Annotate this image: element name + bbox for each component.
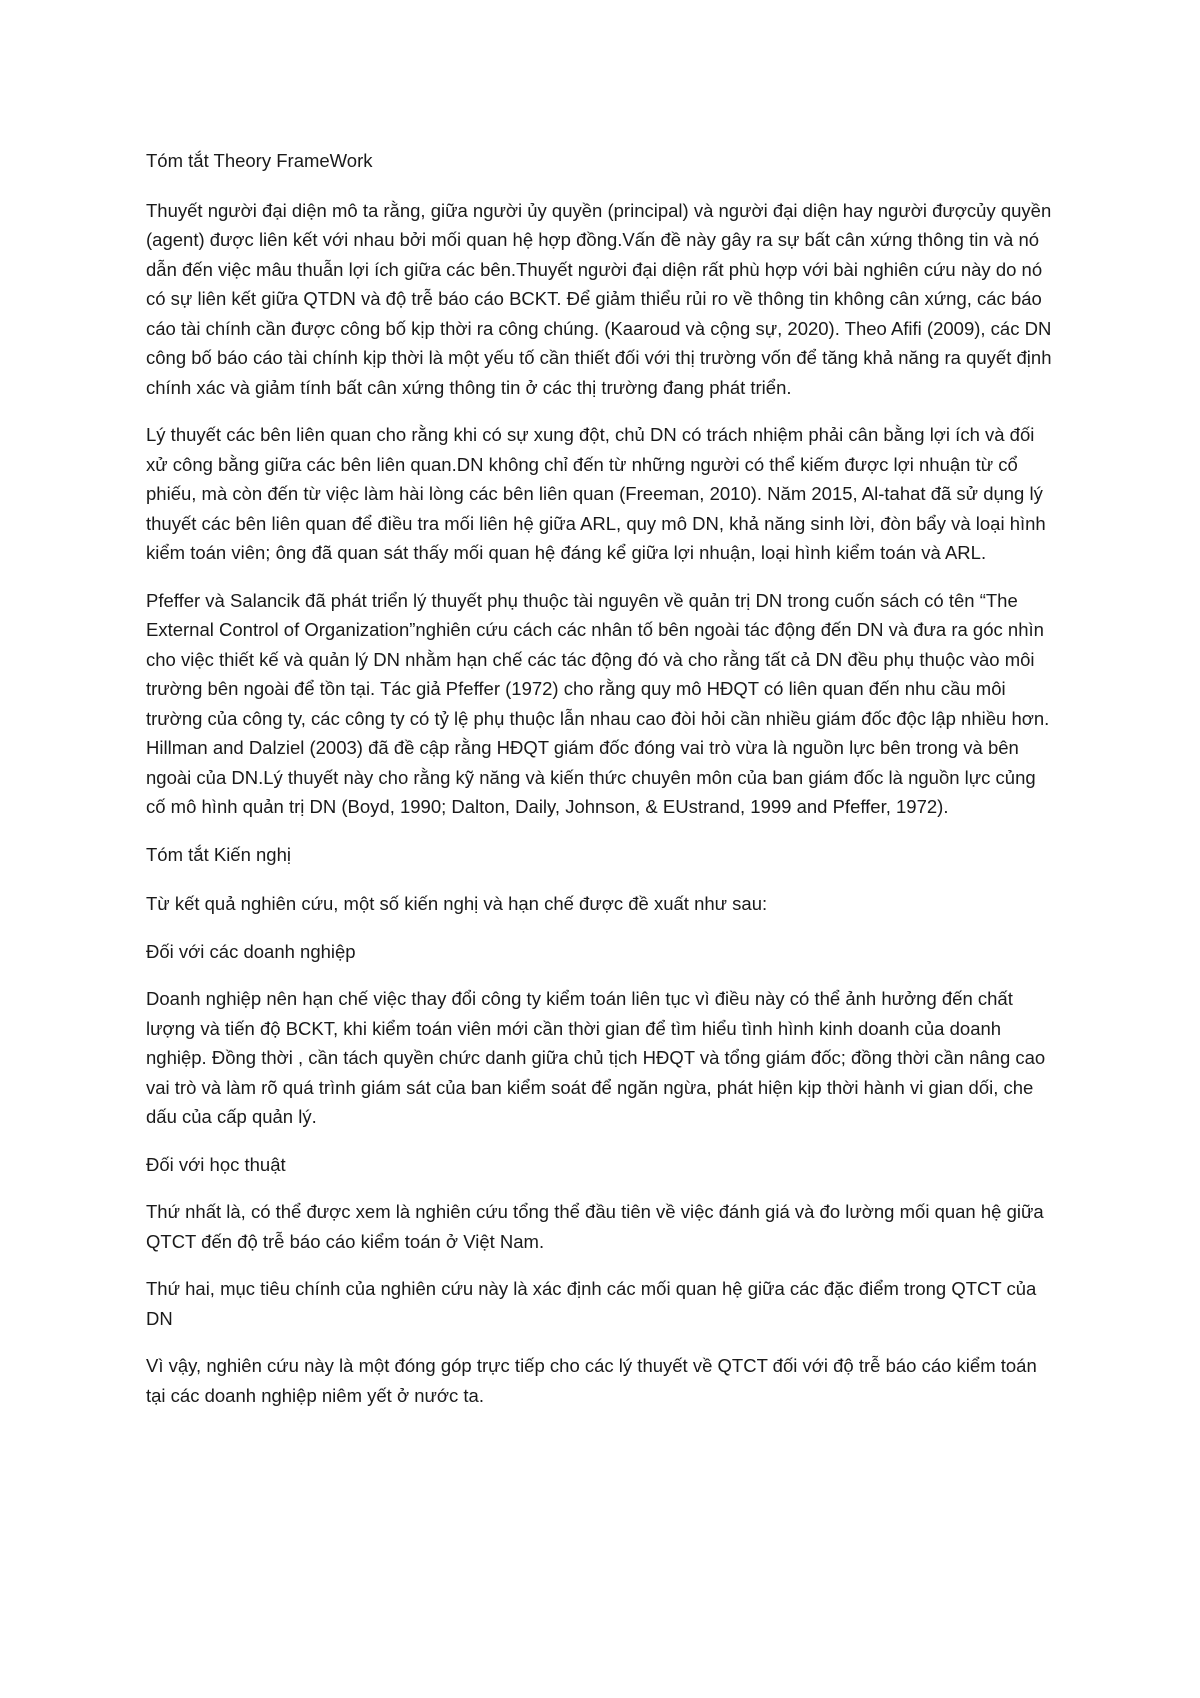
academic-paragraph-2: Thứ hai, mục tiêu chính của nghiên cứu này là xác định các mối quan hệ giữa các đặc điểm trong QTCT của DN (146, 1278, 1037, 1329)
recommendations-title: Tóm tắt Kiến nghị (146, 843, 291, 865)
business-heading: Đối với các doanh nghiệp (146, 940, 356, 962)
resource-dependence-paragraph: Pfeffer và Salancik đã phát triển lý thuyết phụ thuộc tài nguyên về quản trị DN trong cuốn sách có tên “The External Control of Organization”nghiên cứu cách các nhân tố bên ngoài tác động đến DN và đưa ra góc nhìn cho việc thiết kế và quản lý DN nhằm hạn chế các tác động đó và cho rằng tất cả DN đều phụ thuộc vào môi trường bên ngoài để tồn tại. Tác giả Pfeffer (1972) cho rằng quy mô HĐQT có liên quan đến nhu cầu môi trường của công ty, các công ty có tỷ lệ phụ thuộc lẫn nhau cao đòi hỏi cần nhiều giám đốc độc lập nhiều hơn. Hillman and Dalziel (2003) đã đề cập rằng HĐQT giám đốc đóng vai trò vừa là nguồn lực bên trong và bên ngoài của DN.Lý thuyết này cho rằng kỹ năng và kiến thức chuyên môn của ban giám đốc là nguồn lực củng cố mô hình quản trị DN (Boyd, 1990; Dalton, Daily, Johnson, & EUstrand, 1999 and Pfeffer, 1972). (146, 589, 1050, 817)
agency-theory-paragraph: Thuyết người đại diện mô ta rằng, giữa người ủy quyền (principal) và người đại diện hay người đượcủy quyền (agent) được liên kết với nhau bởi mối quan hệ hợp đồng.Vấn đề này gây ra sự bất cân xứng thông tin và nó dẫn đến việc mâu thuẫn lợi ích giữa các bên.Thuyết người đại diện rất phù hợp với bài nghiên cứu này do nó có sự liên kết giữa QTDN và độ trễ báo cáo BCKT. Để giảm thiểu rủi ro về thông tin không cân xứng, các báo cáo tài chính cần được công bố kịp thời ra công chúng. (Kaaroud và cộng sự, 2020). Theo Afifi (2009), các DN công bố báo cáo tài chính kịp thời là một yếu tố cần thiết đối với thị trường vốn để tăng khả năng ra quyết định chính xác và giảm tính bất cân xứng thông tin ở các thị trường đang phát triển. (146, 199, 1052, 398)
recommendations-intro: Từ kết quả nghiên cứu, một số kiến nghị và hạn chế được đề xuất như sau: (146, 893, 768, 914)
business-paragraph: Doanh nghiệp nên hạn chế việc thay đổi công ty kiểm toán liên tục vì điều này có thể ảnh hưởng đến chất lượng và tiến độ BCKT, khi kiểm toán viên mới cần thời gian để tìm hiểu tình hình kinh doanh của doanh nghiệp. Đồng thời , cần tách quyền chức danh giữa chủ tịch HĐQT và tổng giám đốc; đồng thời cần nâng cao vai trò và làm rõ quá trình giám sát của ban kiểm soát để ngăn ngừa, phát hiện kịp thời hành vi gian dối, che dấu của cấp quản lý. (146, 988, 1046, 1127)
academic-paragraph-3: Vì vậy, nghiên cứu này là một đóng góp trực tiếp cho các lý thuyết về QTCT đối với độ trễ báo cáo kiểm toán tại các doanh nghiệp niêm yết ở nước ta. (146, 1355, 1037, 1406)
academic-paragraph-1: Thứ nhất là, có thể được xem là nghiên cứu tổng thể đầu tiên về việc đánh giá và đo lường mối quan hệ giữa QTCT đến độ trễ báo cáo kiểm toán ở Việt Nam. (146, 1201, 1044, 1252)
document-body (146, 146, 1058, 1428)
stakeholder-theory-paragraph: Lý thuyết các bên liên quan cho rằng khi có sự xung đột, chủ DN có trách nhiệm phải cân bằng lợi ích và đối xử công bằng giữa các bên liên quan.DN không chỉ đến từ những người có thể kiếm được lợi nhuận từ cổ phiếu, mà còn đến từ việc làm hài lòng các bên liên quan (Freeman, 2010). Năm 2015, Al-tahat đã sử dụng lý thuyết các bên liên quan để điều tra mối liên hệ giữa ARL, quy mô DN, khả năng sinh lời, đòn bẩy và loại hình kiểm toán viên; ông đã quan sát thấy mối quan hệ đáng kể giữa lợi nhuận, loại hình kiểm toán và ARL. (146, 424, 1046, 563)
theory-framework-title: Tóm tắt Theory FrameWork (146, 150, 373, 171)
academic-heading: Đối với học thuật (146, 1153, 286, 1175)
